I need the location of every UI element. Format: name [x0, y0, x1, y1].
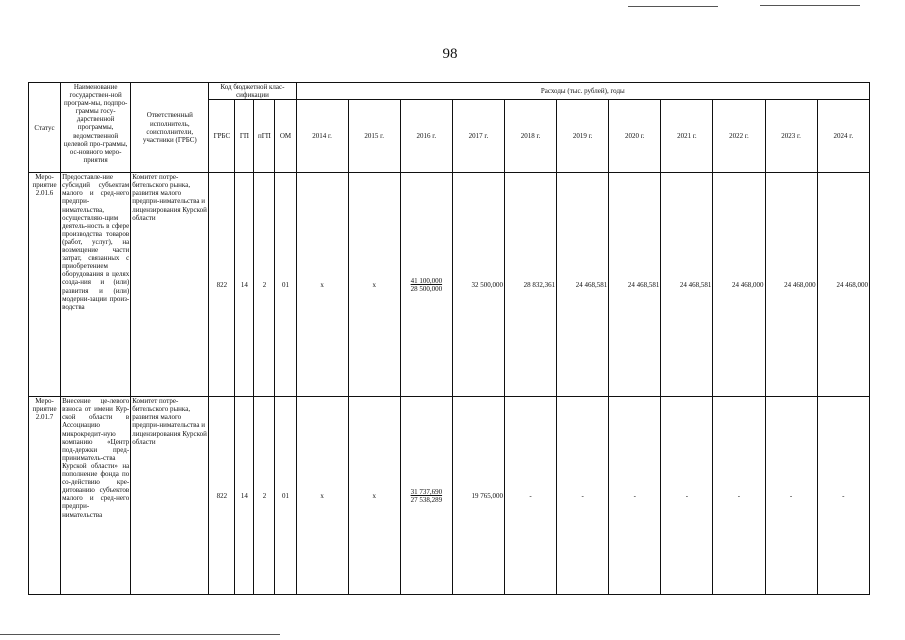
row-value-2024: - — [817, 397, 869, 595]
header-code-grbs: ГРБС — [209, 100, 235, 173]
header-year-2021: 2021 г. — [661, 100, 713, 173]
row-value-2016 — [400, 397, 452, 595]
header-year-2017: 2017 г. — [452, 100, 504, 173]
budget-table — [28, 82, 870, 595]
header-year-2019: 2019 г. — [557, 100, 609, 173]
row-value-2018: - — [504, 397, 556, 595]
row-name: Внесение це-левого взноса от имени Кур-ской области в Ассоциацию микрокредит-ную компанию «Центр под-держки пред-приниматель-ства Курской области» на пополнение фонда по со-действию кре-дитованию субъектов малого и сред-него предпри-нимательства — [61, 397, 131, 595]
header-year-2024: 2024 г. — [817, 100, 869, 173]
header-year-2022: 2022 г. — [713, 100, 765, 173]
header-year-2023: 2023 г. — [765, 100, 817, 173]
row-value-2022: - — [713, 397, 765, 595]
header-expenses: Расходы (тыс. рублей), годы — [296, 83, 869, 100]
row-status: Меро-приятие 2.01.7 — [29, 397, 61, 595]
row-executor: Комитет потре-бительского рынка, развития малого предпри-нимательства и лицензирования Курской области — [131, 173, 209, 397]
row-value-2018: 28 832,361 — [504, 173, 556, 397]
row-name: Предоставле-ние субсидий субъектам малого и сред-него предпри-нимательства, осуществляю-щим деятель-ность в сфере производства товаров (работ, услуг), на возмещение части затрат, связанных с приобретением оборудования в целях созда-ния и (или) развития и (или) модерни-зации произ-водства — [61, 173, 131, 397]
row-value-2015: х — [348, 397, 400, 595]
table-row — [29, 173, 870, 397]
scan-artifact-bottom — [0, 634, 280, 635]
row-code-grbs: 822 — [209, 397, 235, 595]
header-year-2020: 2020 г. — [609, 100, 661, 173]
header-name: Наименование государствен-ной програм-мы, подпро-граммы госу-дарственной программы, ведомственной целевой про-граммы, ос-новного меро-приятия — [61, 83, 131, 173]
header-year-2015: 2015 г. — [348, 100, 400, 173]
row-value-2016-main: 41 100,000 — [410, 276, 443, 285]
header-year-2018: 2018 г. — [504, 100, 556, 173]
row-value-2019: - — [557, 397, 609, 595]
row-code-gp: 14 — [235, 173, 254, 397]
row-code-om: 01 — [275, 397, 296, 595]
row-value-2014: х — [296, 397, 348, 595]
row-value-2022: 24 468,000 — [713, 173, 765, 397]
row-value-2017: 19 765,000 — [452, 397, 504, 595]
scan-artifact-top — [628, 6, 718, 7]
table-row — [29, 397, 870, 595]
header-code-om: ОМ — [275, 100, 296, 173]
row-code-grbs: 822 — [209, 173, 235, 397]
header-status: Статус — [29, 83, 61, 173]
header-year-2016: 2016 г. — [400, 100, 452, 173]
scan-artifact-top-right — [760, 5, 860, 6]
row-value-2020: - — [609, 397, 661, 595]
row-status: Меро-приятие 2.01.6 — [29, 173, 61, 397]
row-value-2021: 24 468,581 — [661, 173, 713, 397]
page-number: 98 — [442, 46, 458, 62]
header-year-2014: 2014 г. — [296, 100, 348, 173]
header-row-1 — [29, 83, 870, 100]
header-executor: Ответственный исполнитель, соисполнители, участники (ГРБС) — [131, 83, 209, 173]
row-code-pgp: 2 — [254, 173, 275, 397]
row-value-2017: 32 500,000 — [452, 173, 504, 397]
row-code-pgp: 2 — [254, 397, 275, 595]
row-executor: Комитет потре-бительского рынка, развития малого предпри-нимательства и лицензирования Курской области — [131, 397, 209, 595]
row-value-2016-sub: 27 538,289 — [410, 495, 443, 504]
header-code-pgp: пГП — [254, 100, 275, 173]
row-value-2016-sub: 28 500,000 — [410, 284, 443, 293]
row-value-2019: 24 468,581 — [557, 173, 609, 397]
row-value-2024: 24 468,000 — [817, 173, 869, 397]
row-value-2016 — [400, 173, 452, 397]
row-code-gp: 14 — [235, 397, 254, 595]
row-value-2021: - — [661, 397, 713, 595]
header-code-gp: ГП — [235, 100, 254, 173]
header-budget-code: Код бюджетной клас-сификации — [209, 83, 296, 100]
row-value-2020: 24 468,581 — [609, 173, 661, 397]
row-value-2016-main: 31 737,690 — [410, 487, 443, 496]
row-code-om: 01 — [275, 173, 296, 397]
row-value-2023: 24 468,000 — [765, 173, 817, 397]
row-value-2014: х — [296, 173, 348, 397]
row-value-2023: - — [765, 397, 817, 595]
row-value-2015: х — [348, 173, 400, 397]
